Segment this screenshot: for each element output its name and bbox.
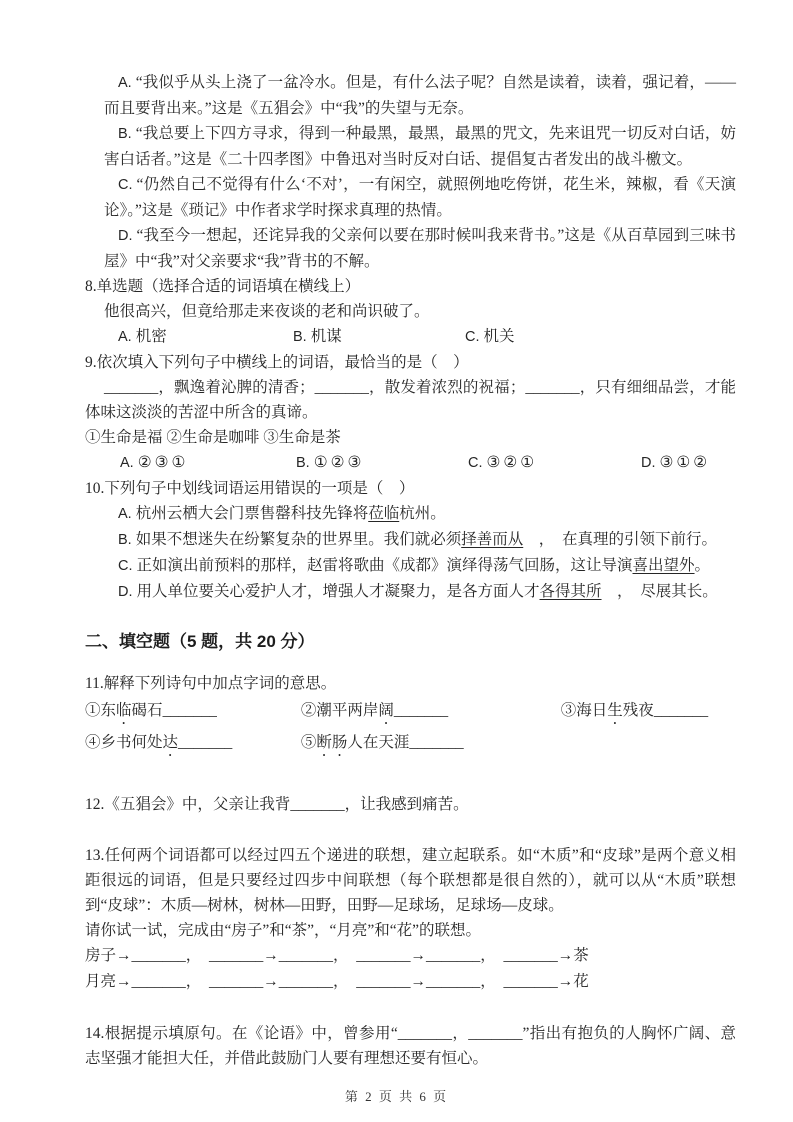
q8-stem: 8.单选题（选择合适的词语填在横线上） bbox=[85, 278, 361, 295]
option-label: B. bbox=[118, 532, 132, 548]
option-text-pre: 杭州云栖大会门票售罄科技先锋将 bbox=[135, 505, 369, 522]
q9-option-c bbox=[468, 450, 641, 476]
option-label: D. bbox=[118, 584, 133, 600]
answer-blank: _______ bbox=[162, 702, 217, 719]
underlined-word: 择善而从 bbox=[461, 531, 524, 548]
circled-number: ② bbox=[300, 702, 317, 719]
q9-items: ①生命是福 ②生命是咖啡 ③生命是茶 bbox=[85, 429, 341, 446]
option-text: 机密 bbox=[135, 328, 167, 345]
underlined-word: 喜出望外 bbox=[632, 557, 695, 574]
q11-item-4 bbox=[85, 728, 297, 760]
q7-option-a bbox=[85, 70, 736, 121]
q10-option-c bbox=[85, 553, 736, 579]
option-label: A. bbox=[118, 329, 132, 345]
circled-number: ③ bbox=[560, 702, 577, 719]
option-label: A. bbox=[118, 75, 132, 91]
page-footer: 第 2 页 共 6 页 bbox=[344, 1089, 449, 1104]
option-text-post: 。 bbox=[694, 557, 711, 574]
phrase-pre: 东 bbox=[100, 702, 117, 719]
q10-stem: 10.下列句子中划线词语运用错误的一项是（ ） bbox=[85, 480, 415, 497]
q11-item-3 bbox=[561, 696, 708, 728]
option-label: A. bbox=[118, 506, 132, 522]
circled-number: ④ bbox=[85, 734, 101, 751]
option-text-pre: 如果不想迷失在纷繁复杂的世界里。我们就必须 bbox=[135, 531, 462, 548]
option-label: C. bbox=[118, 558, 133, 574]
option-text: “我至今一想起，还诧异我的父亲何以要在那时候叫我来背书。”这是《从百草园到三味书屋》中“我”对父亲要求“我”背书的不解。 bbox=[104, 227, 736, 270]
q8-option-b bbox=[293, 324, 465, 350]
answer-blank: _______ bbox=[393, 702, 449, 719]
q7-option-c bbox=[85, 172, 736, 223]
option-label: D. bbox=[118, 228, 133, 244]
option-label: C. bbox=[465, 329, 480, 345]
option-text-post: ， 尽展其长。 bbox=[601, 583, 718, 600]
q14-text: 14.根据提示填原句。在《论语》中，曾参用“_______，_______”指出有抱负的人胸怀广阔、意志坚强才能担大任，并借此鼓励门人要有理想还要有恒心。 bbox=[85, 1025, 736, 1067]
q9-stem: 9.依次填入下列句子中横线上的词语，最恰当的是（ ） bbox=[85, 354, 469, 371]
phrase-pre: 乡书何处 bbox=[100, 734, 163, 751]
option-text-pre: 用人单位要关心爱护人才，增强人才凝聚力，是各方面人才 bbox=[136, 583, 540, 600]
q13-intro: 13.任何两个词语都可以经过四五个递进的联想，建立起联系。如“木质”和“皮球”是两个意义相距很远的词语，但是只要经过四步中间联想（每个联想都是很自然的），就可以从“木质”联想到“皮球”：木质—树林，树林—田野，田野—足球场，足球场—皮球。 bbox=[85, 847, 736, 914]
q11-item-1 bbox=[85, 696, 297, 728]
q9-sentence: _______，飘逸着沁脾的清香；_______，散发着浓烈的祝福；_______，只有细细品尝，才能体味这淡淡的苦涩中所含的真谛。 bbox=[85, 379, 736, 421]
q7-option-b bbox=[85, 121, 736, 172]
option-text: 机关 bbox=[483, 328, 515, 345]
q12-text: 12.《五猖会》中，父亲让我背_______，让我感到痛苦。 bbox=[85, 796, 469, 813]
option-text: 机谋 bbox=[310, 328, 342, 345]
phrase-post: 碣石 bbox=[131, 702, 163, 719]
dotted-character: 生 bbox=[607, 702, 623, 719]
option-label: D. bbox=[641, 455, 656, 471]
dotted-character: 断肠 bbox=[316, 734, 348, 751]
dotted-character: 临 bbox=[116, 702, 132, 719]
circled-number: ⑤ bbox=[300, 734, 317, 751]
q8-sentence: 他很高兴，但竟给那走来夜谈的老和尚识破了。 bbox=[104, 303, 430, 320]
option-text: ①②③ bbox=[313, 454, 365, 471]
option-label: B. bbox=[296, 455, 310, 471]
q7-option-d bbox=[85, 223, 736, 274]
phrase-post: 残夜 bbox=[622, 702, 654, 719]
option-label: B. bbox=[118, 126, 132, 142]
underlined-word: 莅临 bbox=[368, 505, 400, 522]
option-text-post: ， 在真理的引领下前行。 bbox=[523, 531, 717, 548]
q11-stem: 11.解释下列诗句中加点字词的意思。 bbox=[85, 675, 337, 692]
q11-item-5 bbox=[301, 728, 464, 760]
option-label: C. bbox=[118, 177, 133, 193]
option-text: “我总要上下四方寻求，得到一种最黑，最黑，最黑的咒文，先来诅咒一切反对白话，妨害白话者。”这是《二十四孝图》中鲁迅对当时反对白话、提倡复古者发出的战斗檄文。 bbox=[104, 125, 736, 168]
option-text: “我似乎从头上浇了一盆冷水。但是，有什么法子呢？自然是读着，读着，强记着，——而且要背出来。”这是《五猖会》中“我”的失望与无奈。 bbox=[104, 74, 736, 117]
q11-row-1 bbox=[85, 696, 736, 728]
q8-option-a bbox=[118, 324, 293, 350]
option-label: C. bbox=[468, 455, 483, 471]
option-text-post: 杭州。 bbox=[399, 505, 446, 522]
dotted-character: 阔 bbox=[378, 702, 394, 719]
phrase-post: 人在天涯 bbox=[347, 734, 410, 751]
option-text: ③②① bbox=[486, 454, 538, 471]
dotted-character: 达 bbox=[162, 734, 179, 751]
underlined-word: 各得其所 bbox=[539, 583, 602, 600]
q10-option-a bbox=[85, 501, 736, 527]
q9-option-d bbox=[641, 450, 710, 476]
q9-option-b bbox=[296, 450, 468, 476]
q13-chain-house-tea: 房子→_______， _______→_______， _______→_______， _______→茶 bbox=[85, 947, 589, 964]
q13-chain-moon-flower: 月亮→_______， _______→_______， _______→_______， _______→花 bbox=[85, 973, 589, 990]
option-text: “仍然自己不觉得有什么‘不对’，一有闲空，就照例地吃侉饼，花生米，辣椒，看《天演论》。”这是《琐记》中作者求学时探求真理的热情。 bbox=[104, 176, 736, 219]
section-2-heading: 二、填空题（5 题，共 20 分） bbox=[85, 632, 315, 651]
q13-prompt: 请你试一试，完成由“房子”和“茶”，“月亮”和“花”的联想。 bbox=[85, 922, 482, 939]
option-text: ③①② bbox=[659, 454, 711, 471]
q8-option-c bbox=[465, 324, 515, 350]
answer-blank: _______ bbox=[178, 734, 233, 751]
option-label: B. bbox=[293, 329, 307, 345]
option-label: A. bbox=[120, 455, 134, 471]
q9-option-a bbox=[120, 450, 296, 476]
answer-blank: _______ bbox=[653, 702, 709, 719]
q11-row-2 bbox=[85, 728, 736, 760]
q8-options-row bbox=[85, 324, 736, 350]
q10-option-b bbox=[85, 527, 736, 553]
question-7-options-block bbox=[85, 70, 736, 274]
phrase-pre: 海日 bbox=[576, 702, 608, 719]
phrase-pre: 潮平两岸 bbox=[316, 702, 379, 719]
answer-blank: _______ bbox=[409, 734, 464, 751]
option-text-pre: 正如演出前预料的那样，赵雷将歌曲《成都》演绎得荡气回肠，这让导演 bbox=[136, 557, 633, 574]
option-text: ②③① bbox=[137, 454, 189, 471]
q10-option-d bbox=[85, 579, 736, 605]
q11-item-2 bbox=[301, 696, 557, 728]
circled-number: ① bbox=[85, 702, 101, 719]
q9-options-row bbox=[85, 450, 736, 476]
